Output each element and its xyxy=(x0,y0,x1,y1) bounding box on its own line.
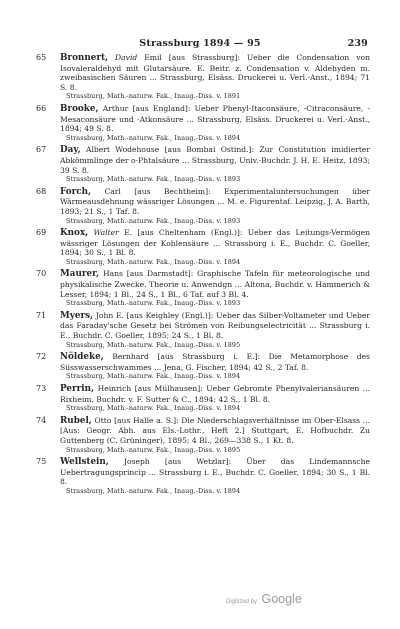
entry-title-imprint: Arthur [aus England]: Ueber Phenyl-Itaconsäure, -Citraconsäure, -Mesaconsäure und -Atkonsäure ... Strassburg, Elsäss. Druckerei u. Verl.-Anst., 1894; 49 S. 8. xyxy=(60,103,370,134)
watermark-prefix: Digitized by xyxy=(226,599,258,605)
bibliography-entry xyxy=(36,187,370,225)
running-header xyxy=(0,38,400,52)
entry-number: 73 xyxy=(36,384,47,393)
entry-title-imprint: Albert Wodehouse [aus Bombai Ostind.]: Zur Constitution imidierter Abkömmlinge der o-Phtalsäure ... Strassburg, Univ.-Buchdr. J. H. E. Heitz, 1893; 39 S. 8. xyxy=(60,145,370,175)
author-given-name: David xyxy=(115,53,138,62)
bibliography-entry xyxy=(36,104,370,142)
bibliography-entry xyxy=(36,269,370,307)
entry-text xyxy=(60,352,370,372)
entry-number: 72 xyxy=(36,352,47,362)
bibliography-entry xyxy=(36,311,370,349)
google-watermark xyxy=(226,590,302,608)
page-number: 239 xyxy=(347,38,368,49)
entry-title-imprint: E. [aus Cheltenham (Engl.)]: Ueber das Leitungs-Vermögen wässriger Lösungen der Kohlensäure ... Strassburg i. E., Buchdr. C. Goeller, 1894; 30 S., 1 Bl. 8. xyxy=(60,228,370,258)
entry-title-imprint: Otto [aus Halle a. S.]: Die Niederschlagsverhältnisse im Ober-Elsass ... [Aus: Geogr. Abh. aus Els.-Lothr., Heft 2.] Stuttgart, E. Hofbuchdr. Zu Guttenberg (C. Grüninger), 1895; 4 Bl., 269—338 S., 1 Kt. 8. xyxy=(60,415,370,445)
entry-text xyxy=(60,457,370,487)
author-given-name: Walter xyxy=(93,228,119,238)
author-surname: Nöldeke, xyxy=(60,352,104,363)
dissertation-note: Strassburg, Math.-naturw. Fak., Inaug.-Diss. v. 1894 xyxy=(66,372,241,381)
author-surname: Day, xyxy=(60,145,81,156)
author-surname: Maurer, xyxy=(60,269,100,280)
bibliography-entry xyxy=(36,416,370,454)
bibliography-entry xyxy=(36,228,370,266)
entry-text xyxy=(60,384,370,404)
dissertation-note: Strassburg, Math.-naturw. Fak., Inaug.-Diss. v. 1893 xyxy=(66,216,241,225)
dissertation-note: Strassburg, Math.-naturw. Fak., Inaug.-Diss. v. 1893 xyxy=(66,299,241,308)
entry-text xyxy=(60,53,370,92)
entry-number: 75 xyxy=(36,457,47,467)
entry-text xyxy=(60,187,370,217)
dissertation-note: Strassburg, Math.-naturw. Fak., Inaug.-Diss. v. 1893 xyxy=(66,175,241,184)
entry-number: 65 xyxy=(36,53,47,62)
bibliography-entry xyxy=(36,457,370,495)
entry-title-imprint: Hans [aus Darmstadt]: Graphische Tafeln für meteorologische und physikalische Zwecke. Theorie u. Anwendgn ... Altona, Buchdr. v. Hammerich & Lesser, 1894; 1 Bl., 24 S., 1 Bl., 6 Taf. auf 3 Bl. 4. xyxy=(60,269,370,299)
dissertation-note: Strassburg, Math.-naturw. Fak., Inaug.-Diss. v. 1894 xyxy=(66,133,241,142)
entry-number: 67 xyxy=(36,145,47,155)
author-surname: Wellstein, xyxy=(60,457,109,468)
entry-text xyxy=(60,228,370,258)
entry-number: 66 xyxy=(36,103,47,113)
entry-title-imprint: Emil [aus Strassburg]: Ueber die Condensation von Isovaleraldehyd mit Glutarsäure. E. Beitr. z. Condensation v. Aldehyden m. zweibasischen Säuren ... Strassburg, Elsäss. Druckerei u. Verl.-Anst., 1894; 71 S. 8. xyxy=(60,53,370,92)
author-surname: Perrin, xyxy=(60,384,95,394)
entry-title-imprint: Heinrich [aus Mülhausen]: Ueber Gebromte Phenylvaleriansäuren ... Rixheim, Buchdr. v. F. Sutter & C., 1894; 42 S., 1 Bl. 8. xyxy=(60,384,370,404)
entry-text xyxy=(60,104,370,134)
author-surname: Bronnert, xyxy=(60,53,109,63)
entry-number: 70 xyxy=(36,269,47,279)
author-surname: Knox, xyxy=(60,228,89,239)
bibliography-entry xyxy=(36,352,370,381)
dissertation-note: Strassburg, Math.-naturw. Fak., Inaug.-Diss. v. 1894 xyxy=(66,257,241,266)
author-surname: Brooke, xyxy=(60,103,99,114)
entry-number: 68 xyxy=(36,186,47,196)
dissertation-note: Strassburg, Math.-naturw. Fak., Inaug.-Diss. v. 1895 xyxy=(66,340,241,349)
bibliography-entry xyxy=(36,53,370,101)
dissertation-note: Strassburg, Math.-naturw. Fak., Inaug.-Diss. v. 1891 xyxy=(66,92,241,101)
entry-list xyxy=(36,53,370,499)
bibliography-entry xyxy=(36,384,370,413)
dissertation-note: Strassburg, Math.-naturw. Fak., Inaug.-Diss. v. 1894 xyxy=(66,404,241,413)
author-surname: Forch, xyxy=(60,186,92,197)
google-logo: Google xyxy=(261,592,302,606)
entry-number: 69 xyxy=(36,228,47,238)
entry-title-imprint: Bernhard [aus Strassburg i. E.]: Die Metamorphose des Süsswasserschwammes ... Jena, G. Fischer, 1894; 42 S., 2 Taf. 8. xyxy=(60,352,370,372)
dissertation-note: Strassburg, Math.-naturw. Fak., Inaug.-Diss. v. 1895 xyxy=(66,445,241,454)
author-surname: Rubel, xyxy=(60,415,92,426)
entry-title-imprint: John E. [aus Keighley (Engl.)]: Ueber das Silber-Voltameter und Ueber das Faraday'sche Gesetz bei Strömen von Reibungselectricität ... Strassburg i. E., Buchdr. C. Goeller, 1895; 24 S., 1 Bl. 8. xyxy=(60,310,370,341)
entry-text xyxy=(60,416,370,446)
entry-number: 74 xyxy=(36,415,47,425)
entry-number: 71 xyxy=(36,310,47,320)
entry-title-imprint: Joseph [aus Wetzlar]: Über das Lindemannsche Uebertragungsprincip ... Strassburg i. E., Buchdr. C. Goeller, 1894; 30 S., 1 Bl. 8. xyxy=(60,457,370,487)
entry-text xyxy=(60,145,370,175)
dissertation-note: Strassburg, Math.-naturw. Fak., Inaug.-Diss. v. 1894 xyxy=(66,486,241,495)
author-surname: Myers, xyxy=(60,310,94,321)
entry-title-imprint: Carl [aus Bechtheim]: Experimentaluntersuchungen über Wärmeausdehnung wässriger Lösungen ... M. e. Figurentaf. Leipzig, J. A. Barth, 1893; 21 S., 1 Taf. 8. xyxy=(60,186,370,216)
entry-text xyxy=(60,311,370,341)
entry-text xyxy=(60,269,370,299)
bibliography-entry xyxy=(36,145,370,183)
header-title: Strassburg 1894 — 95 xyxy=(139,38,261,49)
